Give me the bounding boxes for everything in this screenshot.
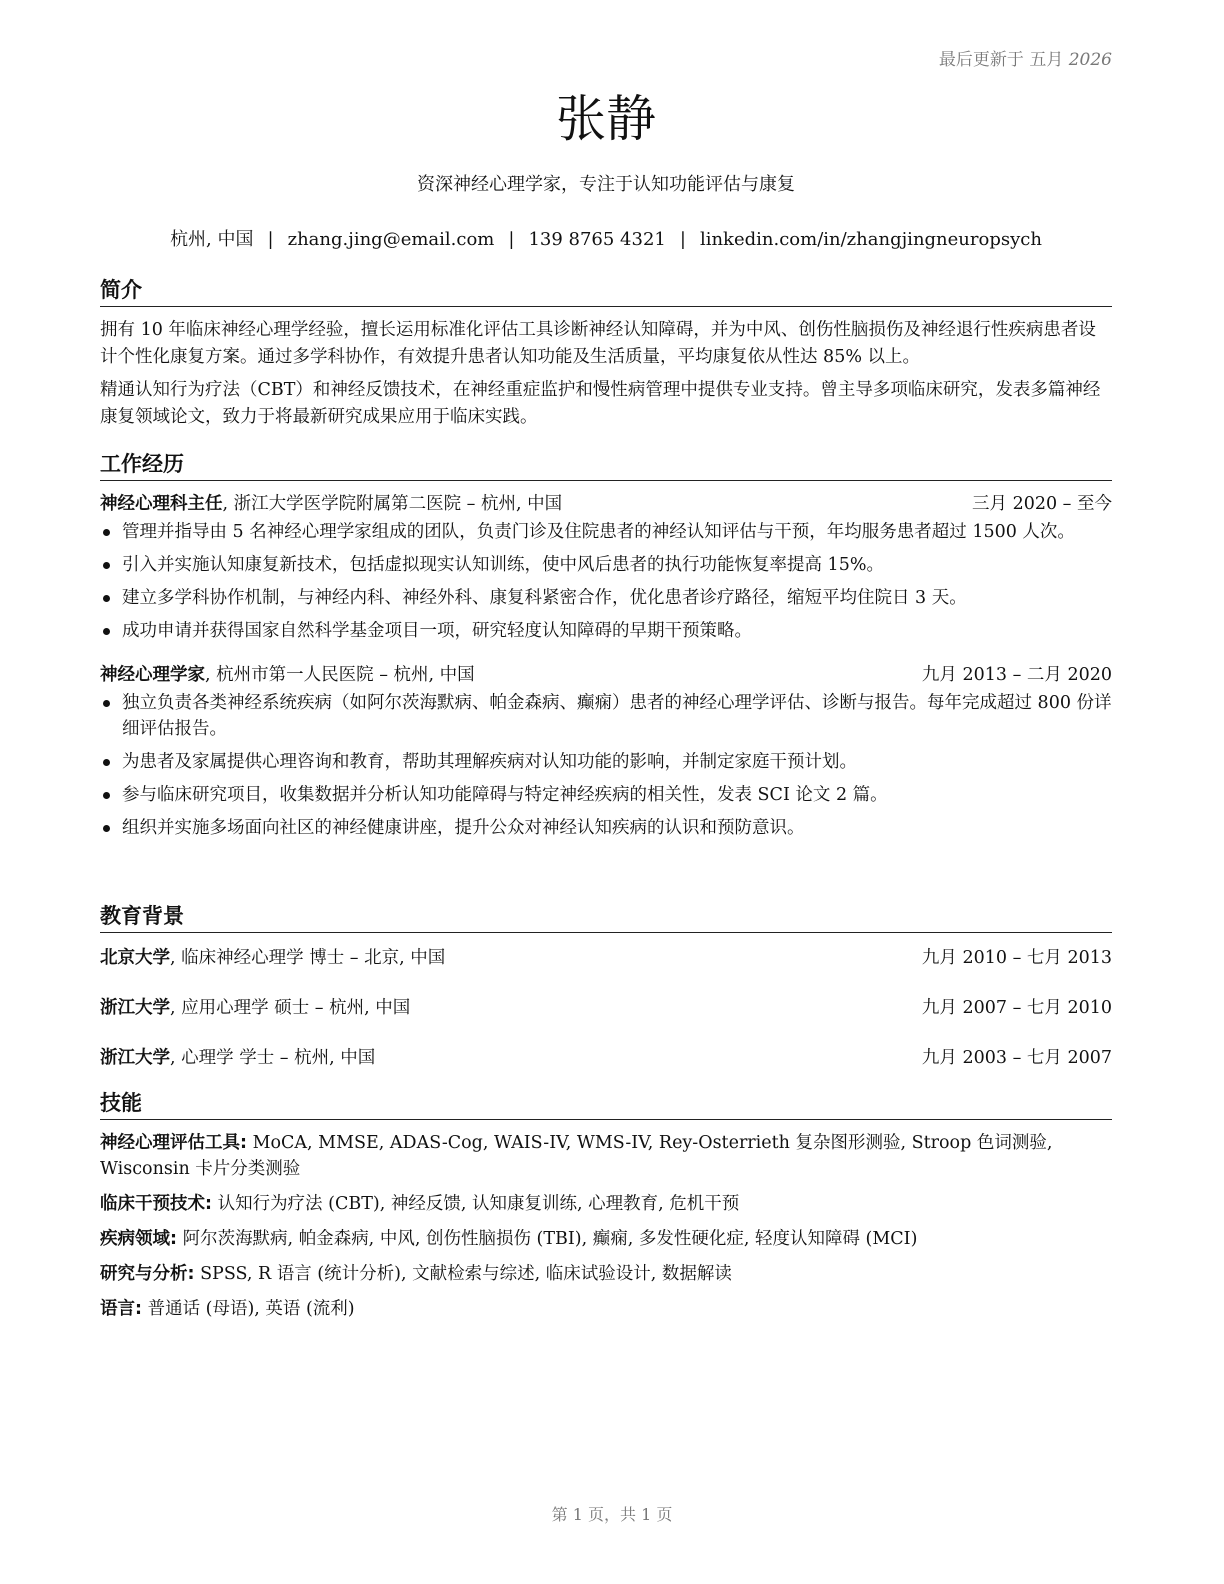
contact-line (100, 225, 1112, 251)
job-bullet: 建立多学科协作机制，与神经内科、神经外科、康复科紧密合作，优化患者诊疗路径，缩短平均住院日 3 天。 (100, 585, 1112, 611)
skill-label: 研究与分析: (100, 1264, 195, 1284)
job-org: , 浙江大学医学院附属第二医院 – 杭州, 中国 (222, 494, 563, 514)
skills-section (100, 1089, 1112, 1331)
skill-row (100, 1226, 1112, 1252)
job-bullet: 独立负责各类神经系统疾病（如阿尔茨海默病、帕金森病、癫痫）患者的神经心理学评估、诊断与报告。每年完成超过 800 份详细评估报告。 (100, 690, 1112, 742)
job-role: 神经心理科主任 (100, 494, 223, 514)
skill-label: 临床干预技术: (100, 1194, 212, 1214)
job-header (100, 662, 1112, 688)
job-entry (100, 491, 1112, 644)
job-position (100, 662, 475, 688)
job-org: , 杭州市第一人民医院 – 杭州, 中国 (205, 665, 475, 685)
job-header (100, 491, 1112, 517)
contact-separator: | (508, 229, 515, 250)
summary-title: 简介 (100, 276, 1112, 307)
contact-email[interactable]: zhang.jing@email.com (287, 229, 495, 250)
job-bullets (100, 519, 1112, 644)
summary-paragraph: 精通认知行为疗法（CBT）和神经反馈技术，在神经重症监护和慢性病管理中提供专业支持。曾主导多项临床研究，发表多篇神经康复领域论文，致力于将最新研究成果应用于临床实践。 (100, 380, 1101, 427)
education-school: 北京大学 (100, 948, 170, 968)
education-entry (100, 1045, 1112, 1071)
education-degree (100, 995, 410, 1021)
contact-linkedin[interactable]: linkedin.com/in/zhangjingneuropsych (699, 229, 1042, 250)
education-dates: 九月 2003 – 七月 2007 (921, 1048, 1112, 1068)
education-detail: , 心理学 学士 – 杭州, 中国 (170, 1048, 376, 1068)
skill-row (100, 1296, 1112, 1322)
education-entry (100, 995, 1112, 1021)
job-bullet: 管理并指导由 5 名神经心理学家组成的团队，负责门诊及住院患者的神经认知评估与干预，年均服务患者超过 1500 人次。 (100, 519, 1112, 545)
page-footer: 第 1 页，共 1 页 (551, 1505, 673, 1524)
education-detail: , 应用心理学 硕士 – 杭州, 中国 (170, 998, 411, 1018)
experience-title: 工作经历 (100, 450, 1112, 481)
skill-row (100, 1261, 1112, 1287)
skill-row (100, 1191, 1112, 1217)
education-title: 教育背景 (100, 902, 1112, 933)
skill-label: 神经心理评估工具: (100, 1133, 247, 1153)
job-bullet: 组织并实施多场面向社区的神经健康讲座，提升公众对神经认知疾病的认识和预防意识。 (100, 815, 1112, 841)
job-position (100, 491, 562, 517)
contact-phone: 139 8765 4321 (528, 229, 666, 250)
education-section (100, 902, 1112, 1071)
job-bullets (100, 690, 1112, 841)
skill-value: 阿尔茨海默病, 帕金森病, 中风, 创伤性脑损伤 (TBI), 癫痫, 多发性硬化症, 轻度认知障碍 (MCI) (177, 1229, 918, 1249)
education-school: 浙江大学 (100, 998, 170, 1018)
skill-value: SPSS, R 语言 (统计分析), 文献检索与综述, 临床试验设计, 数据解读 (194, 1264, 732, 1284)
education-degree (100, 1045, 375, 1071)
last-updated-label: 最后更新于 五月 (938, 50, 1069, 70)
candidate-name: 张静 (556, 90, 656, 148)
summary-section (100, 276, 1112, 437)
education-entry (100, 945, 1112, 971)
skill-value: 认知行为疗法 (CBT), 神经反馈, 认知康复训练, 心理教育, 危机干预 (212, 1194, 740, 1214)
education-school: 浙江大学 (100, 1048, 170, 1068)
job-bullet: 成功申请并获得国家自然科学基金项目一项，研究轻度认知障碍的早期干预策略。 (100, 618, 1112, 644)
job-entry (100, 662, 1112, 841)
skill-row (100, 1130, 1112, 1182)
skill-value: MoCA, MMSE, ADAS-Cog, WAIS-IV, WMS-IV, Rey-Osterrieth 复杂图形测验, Stroop 色词测验, Wisconsin 卡片分类测验 (100, 1133, 1053, 1179)
resume-page (100, 0, 1112, 1584)
last-updated (939, 45, 1112, 70)
job-bullet: 引入并实施认知康复新技术，包括虚拟现实认知训练，使中风后患者的执行功能恢复率提高 15%。 (100, 552, 1112, 578)
skills-title: 技能 (100, 1089, 1112, 1120)
education-detail: , 临床神经心理学 博士 – 北京, 中国 (170, 948, 446, 968)
contact-location: 杭州, 中国 (170, 229, 254, 250)
contact-separator: | (679, 229, 686, 250)
contact-separator: | (267, 229, 274, 250)
skill-label: 语言: (100, 1299, 142, 1319)
experience-section (100, 450, 1112, 848)
job-dates: 三月 2020 – 至今 (972, 494, 1112, 514)
education-dates: 九月 2007 – 七月 2010 (921, 998, 1112, 1018)
summary-paragraph: 拥有 10 年临床神经心理学经验，擅长运用标准化评估工具诊断神经认知障碍，并为中风、创伤性脑损伤及神经退行性疾病患者设计个性化康复方案。通过多学科协作，有效提升患者认知功能及生活质量，平均康复依从性达 85% 以上。 (100, 320, 1096, 367)
education-degree (100, 945, 445, 971)
education-dates: 九月 2010 – 七月 2013 (921, 948, 1112, 968)
headline: 资深神经心理学家，专注于认知功能评估与康复 (417, 174, 795, 195)
job-bullet: 为患者及家属提供心理咨询和教育，帮助其理解疾病对认知功能的影响，并制定家庭干预计划。 (100, 749, 1112, 775)
job-dates: 九月 2013 – 二月 2020 (921, 665, 1112, 685)
skill-value: 普通话 (母语), 英语 (流利) (142, 1299, 355, 1319)
skill-label: 疾病领域: (100, 1229, 177, 1249)
last-updated-year: 2026 (1068, 50, 1112, 70)
job-bullet: 参与临床研究项目，收集数据并分析认知功能障碍与特定神经疾病的相关性，发表 SCI 论文 2 篇。 (100, 782, 1112, 808)
job-role: 神经心理学家 (100, 665, 205, 685)
